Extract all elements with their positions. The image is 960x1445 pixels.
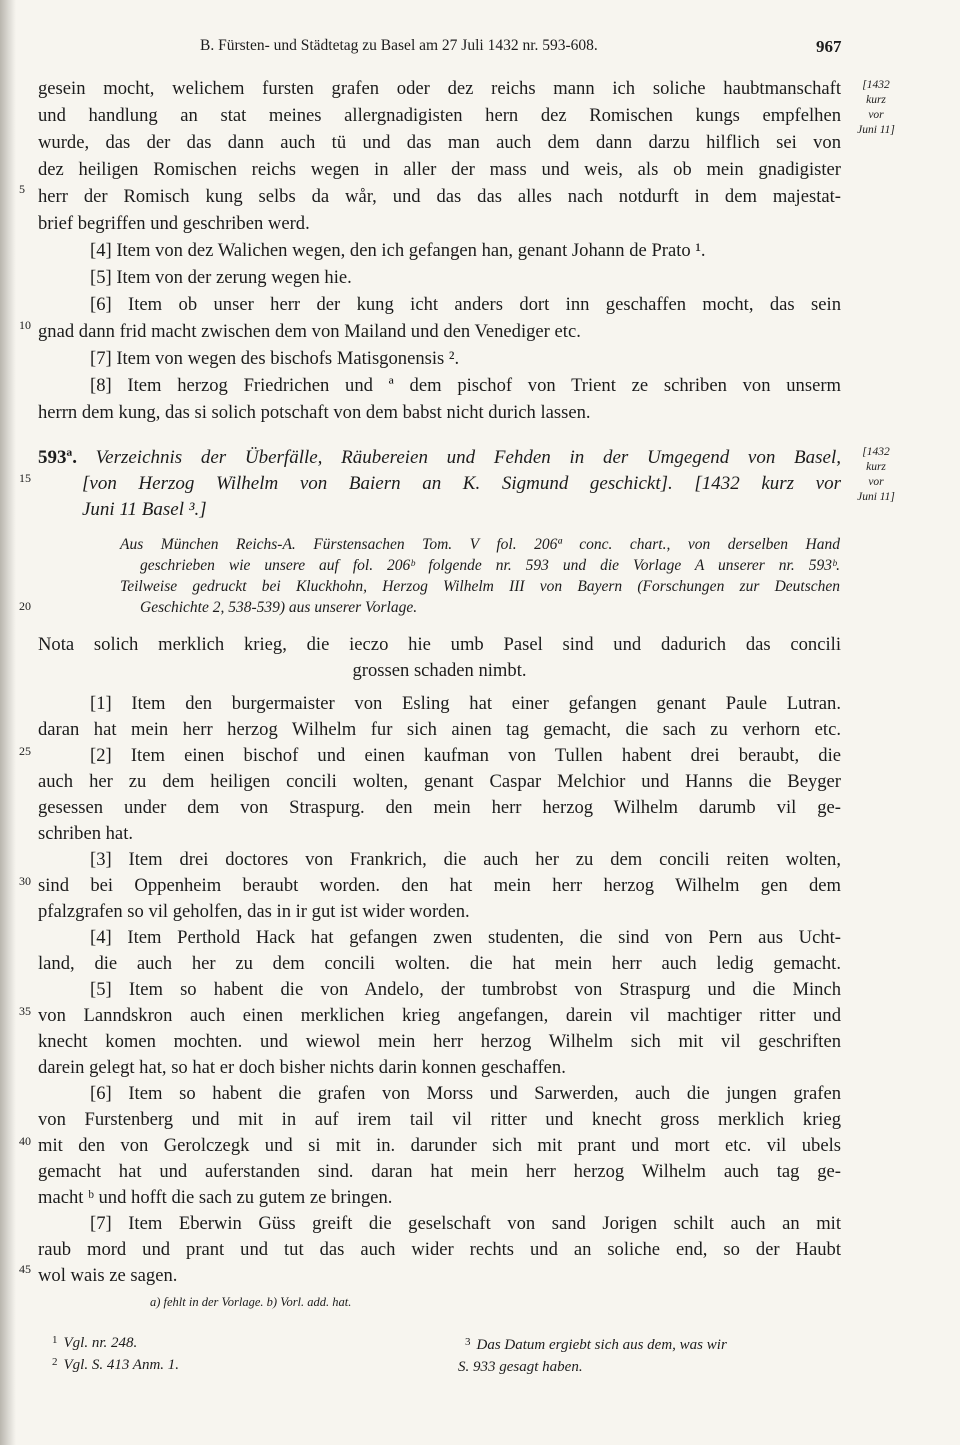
footnote: S. 933 gesagt haben. (458, 1359, 583, 1375)
footnote: $^3$ Das Datum ergiebt sich aus dem, was wir (465, 1336, 727, 1353)
text-line: pfalzgrafen so vil geholfen, das in ir gut ist wider worden. (38, 901, 470, 922)
text-line: [3] Item drei doctores von Frankrich, die auch her zu dem concili reiten wolten, (90, 849, 841, 870)
nota-line: Nota solich merklich krieg, die ieczo hie umb Pasel sind und dadurich das concili (38, 634, 841, 655)
text-line: [1] Item den burgermaister von Esling hat einer gefangen genant Paule Lutran. (90, 693, 841, 714)
text-line: und handlung an stat meines allergnadigisten hern dez Romischen kungs empfelhen (38, 105, 841, 126)
text-line: darein gelegt hat, so hat er doch bisher nichts darin konnen geschaffen. (38, 1057, 566, 1078)
line-number: 45 (19, 1262, 31, 1276)
line-number: 30 (19, 874, 31, 888)
text-line: [8] Item herzog Friedrichen und ª dem pischof von Trient ze schriben von unserm (90, 375, 841, 396)
text-line: sind bei Oppenheim beraubt worden. den hat mein herr herzog Wilhelm gen dem (38, 875, 841, 896)
text-line: [2] Item einen bischof und einen kaufman von Tullen habent drei beraubt, die (90, 745, 841, 766)
text-line: macht ᵇ und hofft die sach zu gutem ze bringen. (38, 1187, 393, 1208)
text-line: knecht komen mochten. und wiewol mein herr herzog Wilhelm sich mit vil geschriften (38, 1031, 841, 1052)
running-header (0, 37, 960, 57)
source-note-line: Aus München Reichs-A. Fürstensachen Tom. V fol. 206ª conc. chart., von derselben Hand (120, 536, 840, 553)
section-heading (38, 445, 841, 471)
footnote: $^1$ Vgl. nr. 248. (52, 1334, 138, 1351)
text-line: herrn dem kung, das si solich potschaft von dem babst nicht durich lassen. (38, 402, 591, 423)
text-line: gesessen under dem von Straspurg. den mein herr herzog Wilhelm darumb vil ge- (38, 797, 841, 818)
section-title-line: Juni 11 Basel ³.] (82, 499, 207, 520)
text-line: gesein mocht, welichem fursten grafen oder dez reichs mann ich soliche haubtmanschaft (38, 78, 841, 99)
text-line: brief begriffen und geschriben werd. (38, 213, 310, 234)
line-number: 40 (19, 1134, 31, 1148)
line-number: 15 (19, 471, 31, 485)
section-title-line: [von Herzog Wilhelm von Baiern an K. Sigmund geschickt]. [1432 kurz vor (82, 473, 841, 494)
nota-line: grossen schaden nimbt. (352, 660, 527, 681)
page-number: 967 (816, 37, 842, 56)
line-number: 20 (19, 599, 31, 613)
source-note-line: geschrieben wie unsere auf fol. 206ᵇ folgende nr. 593 und die Vorlage A unserer nr. 593ᵇ. (140, 557, 840, 574)
text-line: herr der Romisch kung selbs da wår, und das das alles nach notdurft in dem majestat- (38, 186, 841, 207)
line-number: 25 (19, 744, 31, 758)
text-line: wurde, das der das dann auch tü und das man auch dem dann darzu hilflich sei von (38, 132, 841, 153)
footnote: $^2$ Vgl. S. 413 Anm. 1. (52, 1356, 180, 1373)
text-line: land, die auch her zu dem concili wolten. die hat mein herr auch ledig gemacht. (38, 953, 841, 974)
section-number: 593ª. (38, 447, 77, 468)
text-line: [4] Item von dez Walichen wegen, den ich gefangen han, genant Johann de Prato ¹. (90, 240, 706, 261)
text-line: daran hat mein herr herzog Wilhelm fur sich ainen tag gemacht, die sach zu verhorn etc. (38, 719, 841, 740)
text-line: von Furstenberg und mit in auf irem tail vil ritter und knecht gross merklich krieg (38, 1109, 841, 1130)
running-title: B. Fürsten- und Städtetag zu Basel am 27 Juli 1432 nr. 593-608. (200, 37, 598, 54)
text-line: von Lanndskron auch einen merklichen krieg angefangen, darein vil machtiger ritter und (38, 1005, 841, 1026)
section-title-line: Verzeichnis der Überfälle, Räubereien und Fehden in der Umgegend von Basel, (95, 447, 842, 468)
variant-notes: a) fehlt in der Vorlage. b) Vorl. add. hat. (150, 1295, 352, 1309)
line-number: 35 (19, 1004, 31, 1018)
source-note-line: Teilweise gedruckt bei Kluckhohn, Herzog Wilhelm III von Bayern (Forschungen zur Deutschen (120, 578, 840, 595)
line-number: 5 (19, 182, 25, 196)
text-line: raub mord und prant und tut das auch wider rechts und an soliche end, so der Haubt (38, 1239, 841, 1260)
margin-date-note: [1432 kurz vor Juni 11] (857, 446, 895, 503)
source-note-line: Geschichte 2, 538-539) aus unserer Vorlage. (140, 599, 418, 616)
text-line: [5] Item von der zerung wegen hie. (90, 267, 352, 288)
text-line: mit den von Gerolczegk und si mit in. darunder sich mit prant und mort etc. vil ubels (38, 1135, 841, 1156)
text-line: wol wais ze sagen. (38, 1265, 178, 1286)
text-line: gemacht hat und auferstanden sind. daran hat mein herr herzog Wilhelm auch tag ge- (38, 1161, 841, 1182)
text-line: [7] Item von wegen des bischofs Matisgonensis ². (90, 348, 460, 369)
text-line: gnad dann frid macht zwischen dem von Mailand und den Venediger etc. (38, 321, 581, 342)
line-number: 10 (19, 318, 31, 332)
text-line: [6] Item so habent die grafen von Morss und Sarwerden, auch die jungen grafen (90, 1083, 841, 1104)
margin-date-note: [1432 kurz vor Juni 11] (857, 79, 895, 136)
text-line: [6] Item ob unser herr der kung icht anders dort inn geschaffen mocht, das sein (90, 294, 841, 315)
text-line: schriben hat. (38, 823, 134, 844)
text-line: [5] Item so habent die von Andelo, der tumbrobst von Straspurg und die Minch (90, 979, 841, 1000)
text-line: dez heiligen Romischen reichs wegen in aller der mass und weis, als ob mein gnadigister (38, 159, 841, 180)
text-line: [4] Item Perthold Hack hat gefangen zwen studenten, die sind von Pern aus Ucht- (90, 927, 841, 948)
text-line: [7] Item Eberwin Güss greift die geselschaft von sand Jorigen schilt auch an mit (90, 1213, 841, 1234)
text-line: auch her zu dem heiligen concili wolten, genant Caspar Melchior und Hanns die Beyger (38, 771, 841, 792)
